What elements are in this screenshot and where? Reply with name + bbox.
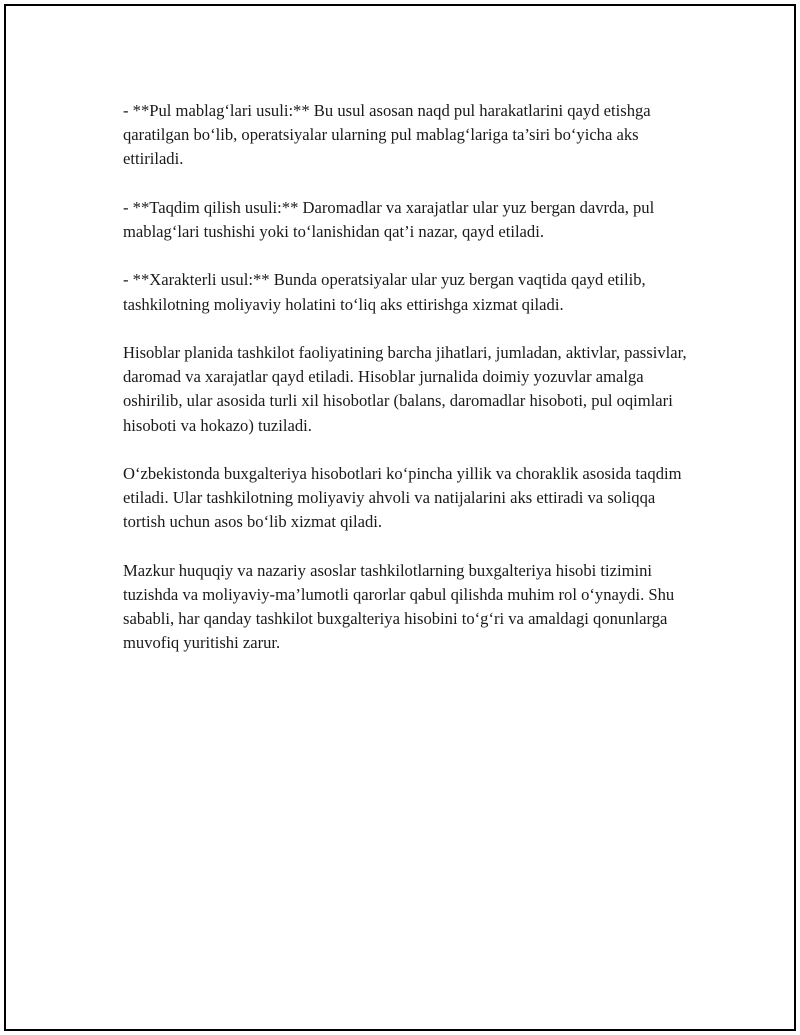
paragraph-accrual-method: - **Taqdim qilish usuli:** Daromadlar va xarajatlar ular yuz bergan davrda, pul mablag‘lari tushishi yoki to‘lanishidan qat’i nazar, qayd etiladi. <box>123 197 655 241</box>
paragraph-conclusion: Mazkur huquqiy va nazariy asoslar tashkilotlarning buxgalteriya hisobi tizimini tuzishda va moliyaviy-ma’lumotli qarorlar qabul qilishda muhim rol o‘ynaydi. Shu sababli, har qanday tashkilot buxgalteriya hisobini to‘g‘ri va amaldagi qonunlarga muvofiq yuritishi zarur. <box>123 560 675 653</box>
paragraph-reporting-uzbekistan: O‘zbekistonda buxgalteriya hisobotlari ko‘pincha yillik va choraklik asosida taqdim etiladi. Ular tashkilotning moliyaviy ahvoli va natijalarini aks ettiradi va soliqqa tortish uchun asos bo‘lib xizmat qiladi. <box>123 463 682 532</box>
page-border <box>4 4 796 1031</box>
paragraph-cash-method: - **Pul mablag‘lari usuli:** Bu usul asosan naqd pul harakatlarini qayd etishga qaratilgan bo‘lib, operatsiyalar ularning pul mablag‘lariga ta’siri bo‘yicha aks ettiriladi. <box>123 101 651 169</box>
document-body <box>123 99 698 656</box>
paragraph-chart-of-accounts: Hisoblar planida tashkilot faoliyatining barcha jihatlari, jumladan, aktivlar, passivlar, daromad va xarajatlar qayd etiladi. Hisoblar jurnalida doimiy yozuvlar amalga oshirilib, ular asosida turli xil hisobotlar (balans, daromadlar hisoboti, pul oqimlari hisoboti va hokazo) tuziladi. <box>123 342 687 435</box>
paragraph-characteristic-method: - **Xarakterli usul:** Bunda operatsiyalar ular yuz bergan vaqtida qayd etilib, tashkilotning moliyaviy holatini to‘liq aks ettirishga xizmat qiladi. <box>123 270 646 314</box>
